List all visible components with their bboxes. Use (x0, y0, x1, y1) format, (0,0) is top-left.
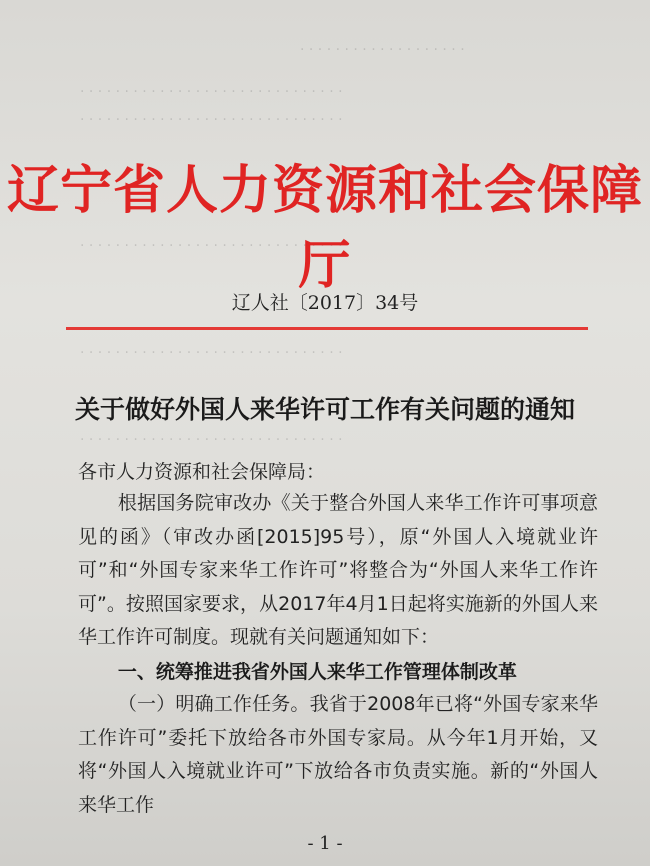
body-paragraph-2: （一）明确工作任务。我省于2008年已将“外国专家来华工作许可”委托下放给各市外国专家局。从今年1月开始，又将“外国人入境就业许可”下放给各市负责实施。新的“外国人来华工作 (78, 693, 598, 816)
page-number: - 1 - (307, 833, 343, 854)
issuer-header: 辽宁省人力资源和社会保障厅 (6, 160, 643, 296)
bleed-through-text: · · · · · · · · · · · · · · · · · · · · · · · · · · · · · · (80, 84, 343, 100)
bleed-through-text: · · · · · · · · · · · · · · · · · · · · · · · · · · · · · · (80, 345, 343, 361)
bleed-through-text: · · · · · · · · · · · · · · · · · · · · · · · · · · · · · · (80, 238, 343, 254)
red-divider-line (66, 327, 588, 330)
salutation: 各市人力资源和社会保障局： (78, 461, 326, 483)
notice-title: 关于做好外国人来华许可工作有关问题的通知 (74, 395, 575, 424)
section-1-heading: 一、统筹推进我省外国人来华工作管理体制改革 (117, 661, 517, 683)
bleed-through-text: · · · · · · · · · · · · · · · · · · · · · · · · · · · · · · (80, 112, 343, 128)
document-number: 辽人社〔2017〕34号 (231, 292, 419, 314)
body-paragraph-1: 根据国务院审改办《关于整合外国人来华工作许可事项意见的函》（审改办函[2015]95号），原“外国人入境就业许可”和“外国专家来华工作许可”将整合为“外国人来华工作许可”。按照国家要求，从2017年4月1日起将实施新的外国人来华工作许可制度。现就有关问题通知如下： (78, 492, 598, 649)
bleed-through-text: · · · · · · · · · · · · · · · · · · · · · · · · · · · · · · (80, 432, 343, 448)
bleed-through-text: · · · · · · · · · · · · · · · · · · · (300, 42, 465, 58)
